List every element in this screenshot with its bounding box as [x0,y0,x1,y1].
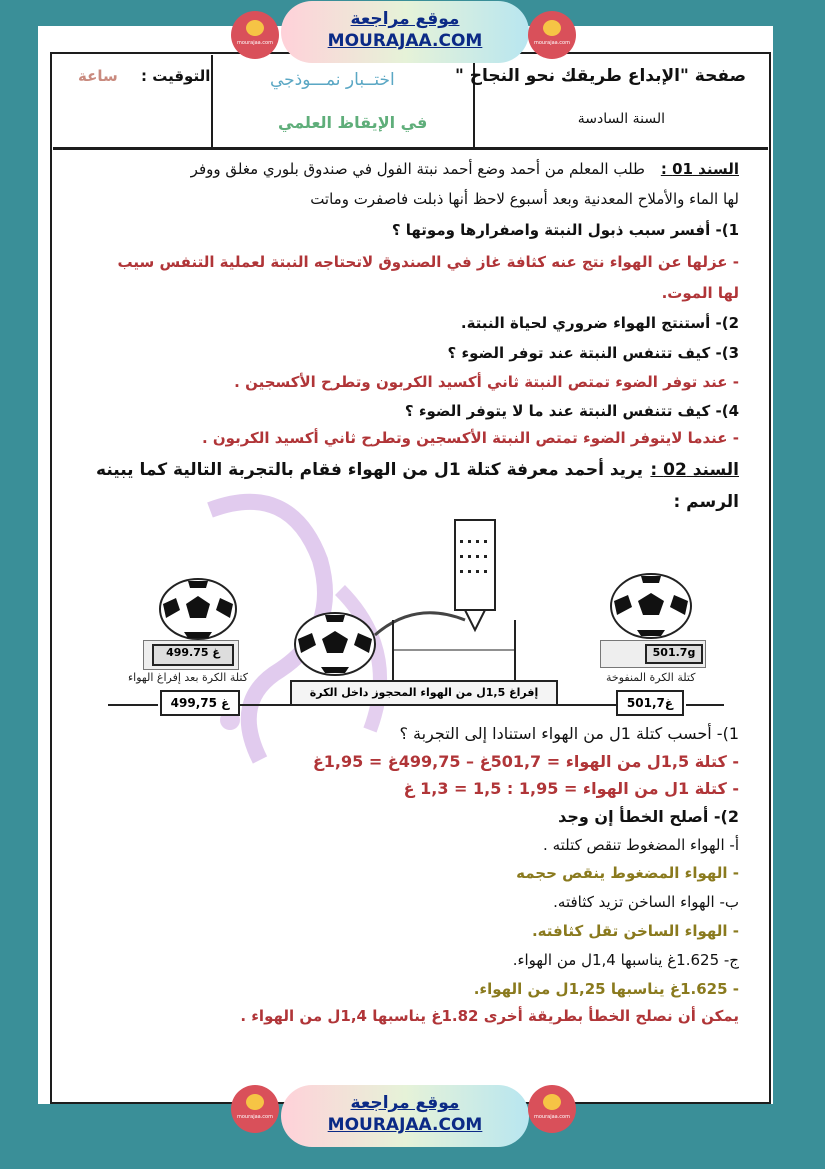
item-b-fix: - الهواء الساخن تقل كثافته. [531,922,739,940]
water-container-diagram [365,515,525,685]
answer-3: - عند توفر الضوء تمتص النبتة ثاني أكسيد الكربون وتطرح الأكسجين . [234,373,739,391]
right-value-box: 501,7غ [616,690,684,716]
figure-baseline-mid [240,704,290,706]
site-logo-icon[interactable]: mourajaa.com [231,1085,279,1133]
answer-1-line2: لها الموت. [661,284,739,302]
question-1: 1)- أفسر سبب ذبول النبتة واصفرارها وموتها ؟ [391,221,739,239]
site-logo-icon[interactable]: mourajaa.com [528,1085,576,1133]
figure-baseline-mid2 [558,704,616,706]
sanad2-text-line2: الرسم : [673,492,739,512]
q2-2: 2)- أصلح الخطأ إن وجد [558,807,739,826]
sanad2-text-line1: يريد أحمد معرفة كتلة 1ل من الهواء فقام بالتجربة التالية كما يبينه [96,460,643,480]
sanad1-label: السند 01 : [660,160,739,178]
left-scale-display: 499.75 غ [152,644,234,666]
timing-label: التوقيت : [141,67,211,85]
item-a-statement: أ- الهواء المضغوط تنقص كتلته . [543,836,739,854]
site-logo-icon[interactable]: mourajaa.com [231,11,279,59]
figure-baseline-left [108,704,158,706]
right-scale-display: 501.7g [645,644,703,664]
q2-1-answer-line1: - كتلة 1,5ل من الهواء = 501,7غ – 499,75غ = 1,95غ [312,752,739,771]
question-4: 4)- كيف تتنفس النبتة عند ما لا يتوفر الضوء ؟ [404,402,739,420]
q2-1-answer-line2: - كتلة 1ل من الهواء = 1,95 : 1,5 = 1,3 غ [403,779,739,798]
left-scale-caption: كتلة الكرة بعد إفراغ الهواء [128,671,248,684]
subject-title: في الإيقاظ العلمي [278,113,428,132]
question-3: 3)- كيف تتنفس النبتة عند توفر الضوء ؟ [447,344,739,362]
right-scale-caption: كتلة الكرة المنفوخة [606,671,696,684]
site-badge-url[interactable]: MOURAJAA.COM [327,31,483,51]
grade-label: السنة السادسة [577,111,665,127]
test-title: اختــبار نمـــوذجي [270,70,395,90]
question-2: 2)- أستنتج الهواء ضروري لحياة النبتة. [460,314,739,332]
inflated-ball-icon [609,573,693,639]
center-process-box: إفراغ 1,5ل من الهواء المحجوز داخل الكرة [290,680,558,706]
timing-value: ساعة [78,67,118,85]
site-badge-url[interactable]: MOURAJAA.COM [327,1115,483,1135]
sanad1-text-line1: طلب المعلم من أحمد وضع أحمد نبتة الفول في صندوق بلوري مغلق ووفر [190,160,645,178]
item-c-note: يمكن أن نصلح الخطأ بطريقة أخرى 1.82غ يناسبها 1,4ل من الهواء . [240,1007,739,1025]
item-c-fix: - 1.625غ يناسبها 1,25ل من الهواء. [473,980,739,998]
deflated-ball-icon [158,578,238,640]
q2-1: 1)- أحسب كتلة 1ل من الهواء استنادا إلى التجربة ؟ [399,724,739,743]
sanad2-label: السند 02 : [650,460,739,480]
left-value-box: 499,75 غ [160,690,240,716]
answer-4: - عندما لايتوفر الضوء تمتص النبتة الأكسجين وتطرح ثاني أكسيد الكربون . [201,429,739,447]
site-badge-arabic[interactable]: موقع مراجعة [350,1093,460,1113]
site-logo-icon[interactable]: mourajaa.com [528,11,576,59]
site-badge-arabic[interactable]: موقع مراجعة [350,9,460,29]
item-a-fix: - الهواء المضغوط ينقص حجمه [516,864,739,882]
figure-baseline-right [686,704,724,706]
item-c-statement: ج- 1.625غ يناسبها 1,4ل من الهواء. [512,951,739,969]
page-title: صفحة "الإبداع طريقك نحو النجاح " [454,66,746,86]
answer-1-line1: - عزلها عن الهواء نتج عنه كثافة غاز في الصندوق لاتحتاجه النبتة لعملية التنفس سيب [117,253,739,271]
item-b-statement: ب- الهواء الساخن تزيد كثافته. [553,893,739,911]
site-badge-bottom[interactable] [281,1085,529,1147]
site-badge-top[interactable] [281,1,529,63]
sanad1-text-line2: لها الماء والأملاح المعدنية وبعد أسبوع لاحظ أنها ذبلت فاصفرت وماتت [310,190,739,208]
title-cell [211,55,473,147]
